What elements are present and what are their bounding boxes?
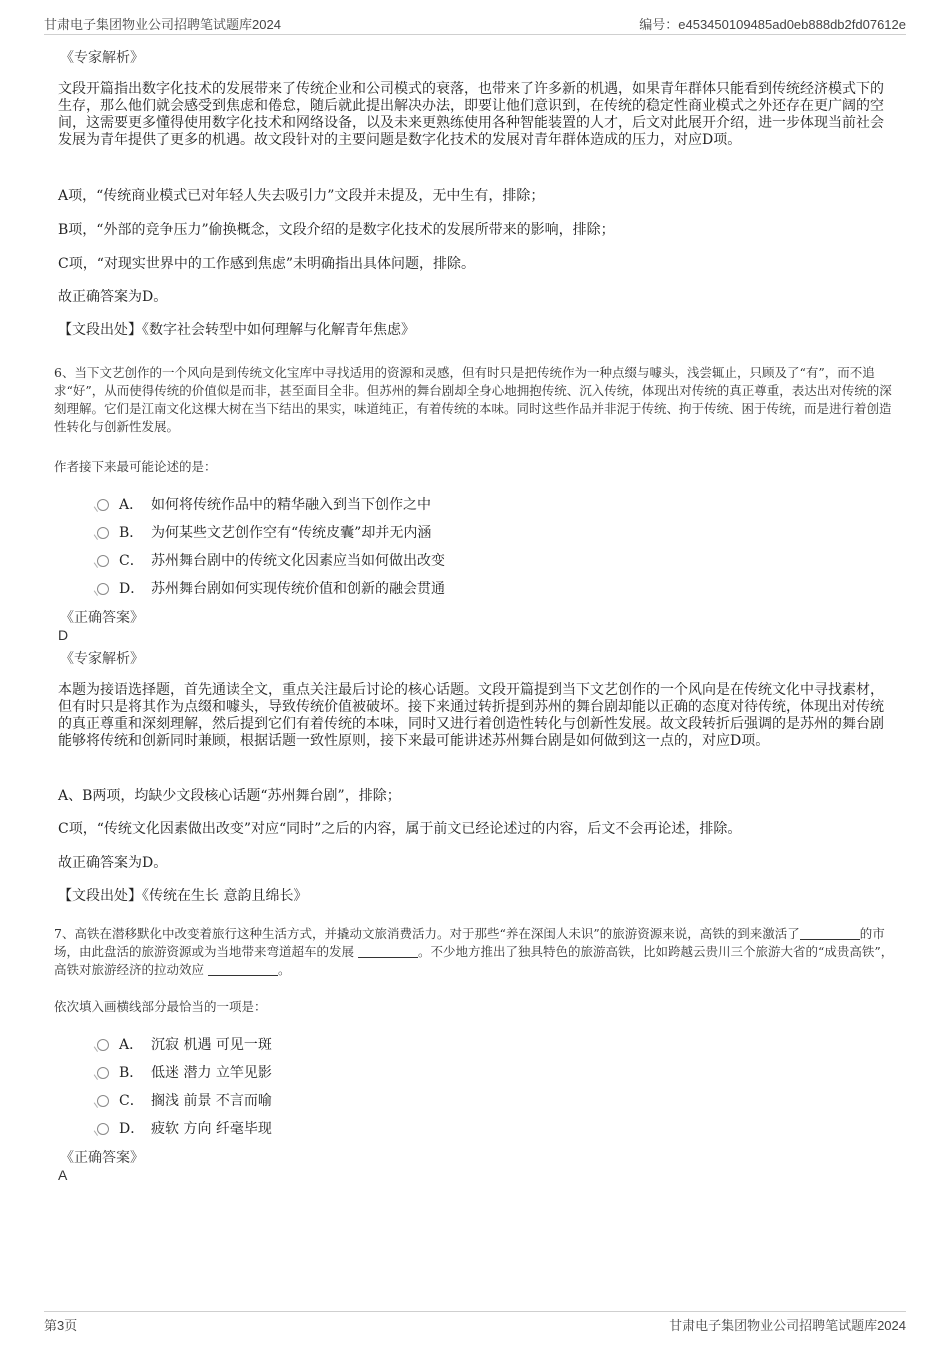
question-6-explanation-ab: A、B两项，均缺少文段核心话题“苏州舞台剧”，排除； xyxy=(58,788,401,804)
question-6-explanation-c: C项，“传统文化因素做出改变”对应“同时”之后的内容，属于前文已经论述过的内容，后文不会再论述，排除。 xyxy=(58,821,742,837)
question-6-option-b[interactable]: B． 为何某些文艺创作空有“传统皮囊”却并无内涵 xyxy=(97,522,431,542)
question-7-option-d[interactable]: D． 疲软 方向 纤毫毕现 xyxy=(97,1118,272,1138)
question-7-option-b[interactable]: B． 低迷 潜力 立竿见影 xyxy=(97,1062,272,1082)
page-number: 第3页 xyxy=(44,1318,78,1333)
source-citation: 【文段出处】《数字社会转型中如何理解与化解青年焦虑》 xyxy=(58,322,415,338)
radio-icon[interactable] xyxy=(97,527,109,539)
radio-icon[interactable] xyxy=(97,499,109,511)
radio-icon[interactable] xyxy=(97,555,109,567)
question-7-answer: A xyxy=(58,1167,68,1183)
question-7-prompt: 依次填入画横线部分最恰当的一项是： xyxy=(54,999,267,1014)
question-6-stem: 6、当下文艺创作的一个风向是到传统文化宝库中寻找适用的资源和灵感，但有时只是把传统作为一种点缀与噱头，浅尝辄止，只顾及了“有”，而不追求“好”，从而使得传统的价值似是而非，甚至面目全非。但苏州的舞台剧却全身心地拥抱传统、沉入传统，体现出对传统的真正尊重，表达出对传统的深刻理解。它们是江南文化这棵大树在当下结出的果实，味道纯正，有着传统的本味。同时这些作品并非泥于传统、拘于传统、困于传统，而是进行着创造性转化与创新性发展。 xyxy=(54,365,892,434)
question-6-option-d[interactable]: D． 苏州舞台剧如何实现传统价值和创新的融会贯通 xyxy=(97,578,445,598)
question-7-stem: 7、高铁在潜移默化中改变着旅行这种生活方式，并撬动文旅消费活力。对于那些“养在深闺人未识”的旅游资源来说，高铁的到来激活了 的市场，由此盘活的旅游资源或为当地带来弯道超车的发展 。不少地方推出了独具特色的旅游高铁，比如跨越云贵川三个旅游大省的“成贵高铁”，高铁对旅游经济的拉动效应 。 xyxy=(54,926,894,977)
blank-1 xyxy=(800,927,860,940)
question-7-option-c[interactable]: C． 搁浅 前景 不言而喻 xyxy=(97,1090,272,1110)
radio-icon[interactable] xyxy=(97,1123,109,1135)
header-title: 甘肃电子集团物业公司招聘笔试题库2024 xyxy=(44,17,281,32)
explanation-a: A项，“传统商业模式已对年轻人失去吸引力”文段并未提及，无中生有，排除； xyxy=(58,188,545,204)
footer-title: 甘肃电子集团物业公司招聘笔试题库2024 xyxy=(669,1318,906,1333)
question-6-conclusion: 故正确答案为D。 xyxy=(58,855,168,871)
document-code: 编号：e453450109485ad0eb888db2fd07612e xyxy=(639,17,906,32)
radio-icon[interactable] xyxy=(97,1067,109,1079)
question-6-answer: D xyxy=(58,627,69,643)
question-6-analysis-label: 《专家解析》 xyxy=(60,651,144,667)
conclusion: 故正确答案为D。 xyxy=(58,289,168,305)
question-7-answer-label: 《正确答案》 xyxy=(60,1150,144,1166)
question-6-option-a[interactable]: A． 如何将传统作品中的精华融入到当下创作之中 xyxy=(97,494,431,514)
radio-icon[interactable] xyxy=(97,583,109,595)
question-7-option-a[interactable]: A． 沉寂 机遇 可见一斑 xyxy=(97,1034,272,1054)
page-header xyxy=(44,14,906,35)
question-6-prompt: 作者接下来最可能论述的是： xyxy=(54,459,217,474)
analysis-text: 文段开篇指出数字化技术的发展带来了传统企业和公司模式的衰落，也带来了许多新的机遇，如果青年群体只能看到传统经济模式下的生存，那么他们就会感受到焦虑和倦怠，随后就此提出解决办法，即要让他们意识到，在传统的稳定性商业模式之外还存在更广阔的空间，这需要更多懂得使用数字化技术和网络设备，以及未来更熟练使用各种智能装置的人才，后文对此展开介绍，进一步体现当前社会发展为青年提供了更多的机遇。故文段针对的主要问题是数字化技术的发展对青年群体造成的压力，对应D项。 xyxy=(58,81,884,148)
question-6-answer-label: 《正确答案》 xyxy=(60,610,144,626)
radio-icon[interactable] xyxy=(97,1095,109,1107)
page-footer xyxy=(44,1311,906,1334)
blank-2 xyxy=(358,945,418,958)
analysis-label: 《专家解析》 xyxy=(60,50,144,66)
question-6-analysis: 本题为接语选择题，首先通读全文，重点关注最后讨论的核心话题。文段开篇提到当下文艺创作的一个风向是在传统文化中寻找素材，但有时只是将其作为点缀和噱头，导致传统价值被破坏。接下来通过转折提到苏州的舞台剧却能以正确的态度对待传统，体现出对传统的真正尊重和深刻理解，然后提到它们有着传统的本味，同时又进行着创造性转化与创新性发展。故文段转折后强调的是苏州的舞台剧能够将传统和创新同时兼顾，根据话题一致性原则，接下来最可能讲述苏州舞台剧是如何做到这一点的，对应D项。 xyxy=(58,682,884,749)
question-6-option-c[interactable]: C． 苏州舞台剧中的传统文化因素应当如何做出改变 xyxy=(97,550,445,570)
radio-icon[interactable] xyxy=(97,1039,109,1051)
explanation-b: B项，“外部的竞争压力”偷换概念，文段介绍的是数字化技术的发展所带来的影响，排除； xyxy=(58,222,615,238)
blank-3 xyxy=(208,963,278,976)
explanation-c: C项，“对现实世界中的工作感到焦虑”未明确指出具体问题，排除。 xyxy=(58,256,476,272)
question-6-source: 【文段出处】《传统在生长 意韵且绵长》 xyxy=(58,888,308,904)
